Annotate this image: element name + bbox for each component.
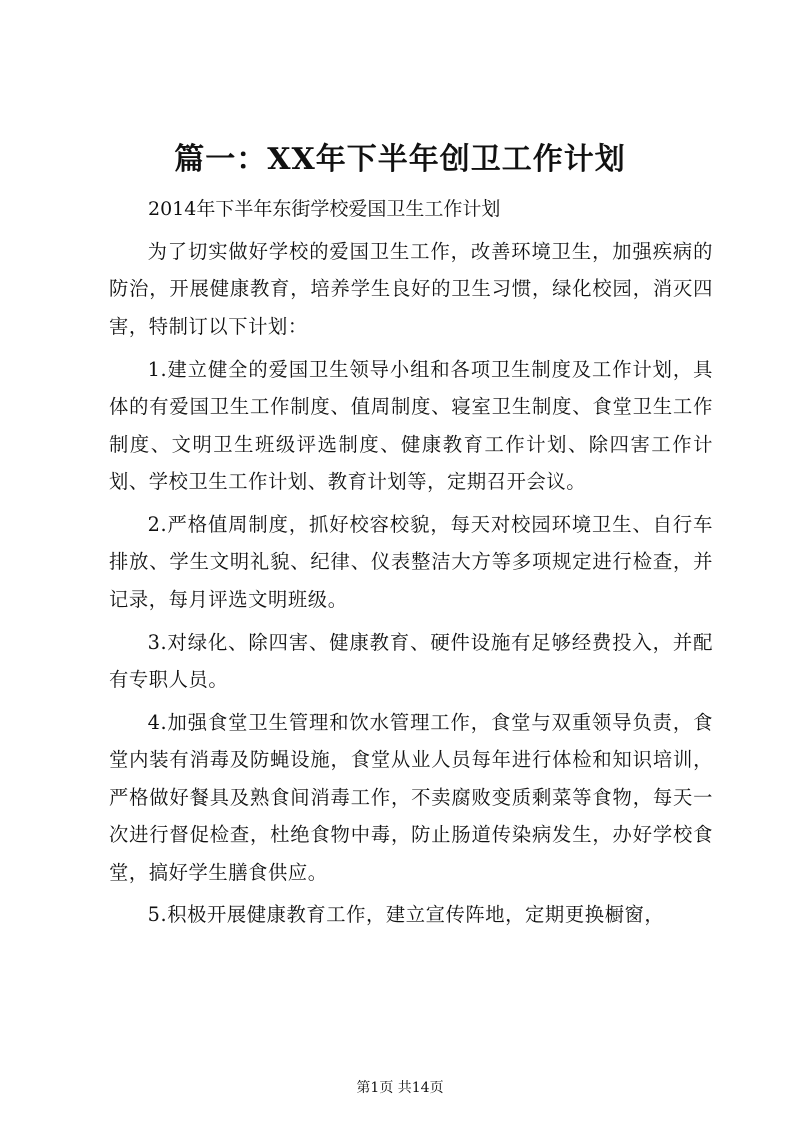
paragraph-intro: 为了切实做好学校的爱国卫生工作，改善环境卫生，加强疾病的防治，开展健康教育，培养学生良好的卫生习惯，绿化校园，消灭四害，特制订以下计划： [109,240,713,338]
document-body [109,233,713,939]
paragraph-item-1: 1.建立健全的爱国卫生领导小组和各项卫生制度及工作计划，具体的有爱国卫生工作制度、值周制度、寝室卫生制度、食堂卫生工作制度、文明卫生班级评选制度、健康教育工作计划、除四害工作计划、学校卫生工作计划、教育计划等，定期召开会议。 [109,357,713,493]
paragraph-item-2: 2.严格值周制度，抓好校容校貌，每天对校园环境卫生、自行车排放、学生文明礼貌、纪律、仪表整洁大方等多项规定进行检查，并记录，每月评选文明班级。 [109,512,713,611]
document-subtitle: 2014年下半年东街学校爱国卫生工作计划 [148,198,501,220]
document-title: 篇一：XX年下半年创卫工作计划 [174,142,626,177]
paragraph-item-3: 3.对绿化、除四害、健康教育、硬件设施有足够经费投入，并配有专职人员。 [109,630,713,691]
paragraph-item-4: 4.加强食堂卫生管理和饮水管理工作，食堂与双重领导负责，食堂内装有消毒及防蝇设施，食堂从业人员每年进行体检和知识培训，严格做好餐具及熟食间消毒工作，不卖腐败变质剩菜等食物，每天一次进行督促检查，杜绝食物中毒，防止肠道传染病发生，办好学校食堂，搞好学生膳食供应。 [109,710,713,884]
paragraph-item-5: 5.积极开展健康教育工作，建立宣传阵地，定期更换橱窗， [147,903,665,927]
page-number-footer: 第1页 共14页 [356,1080,444,1096]
